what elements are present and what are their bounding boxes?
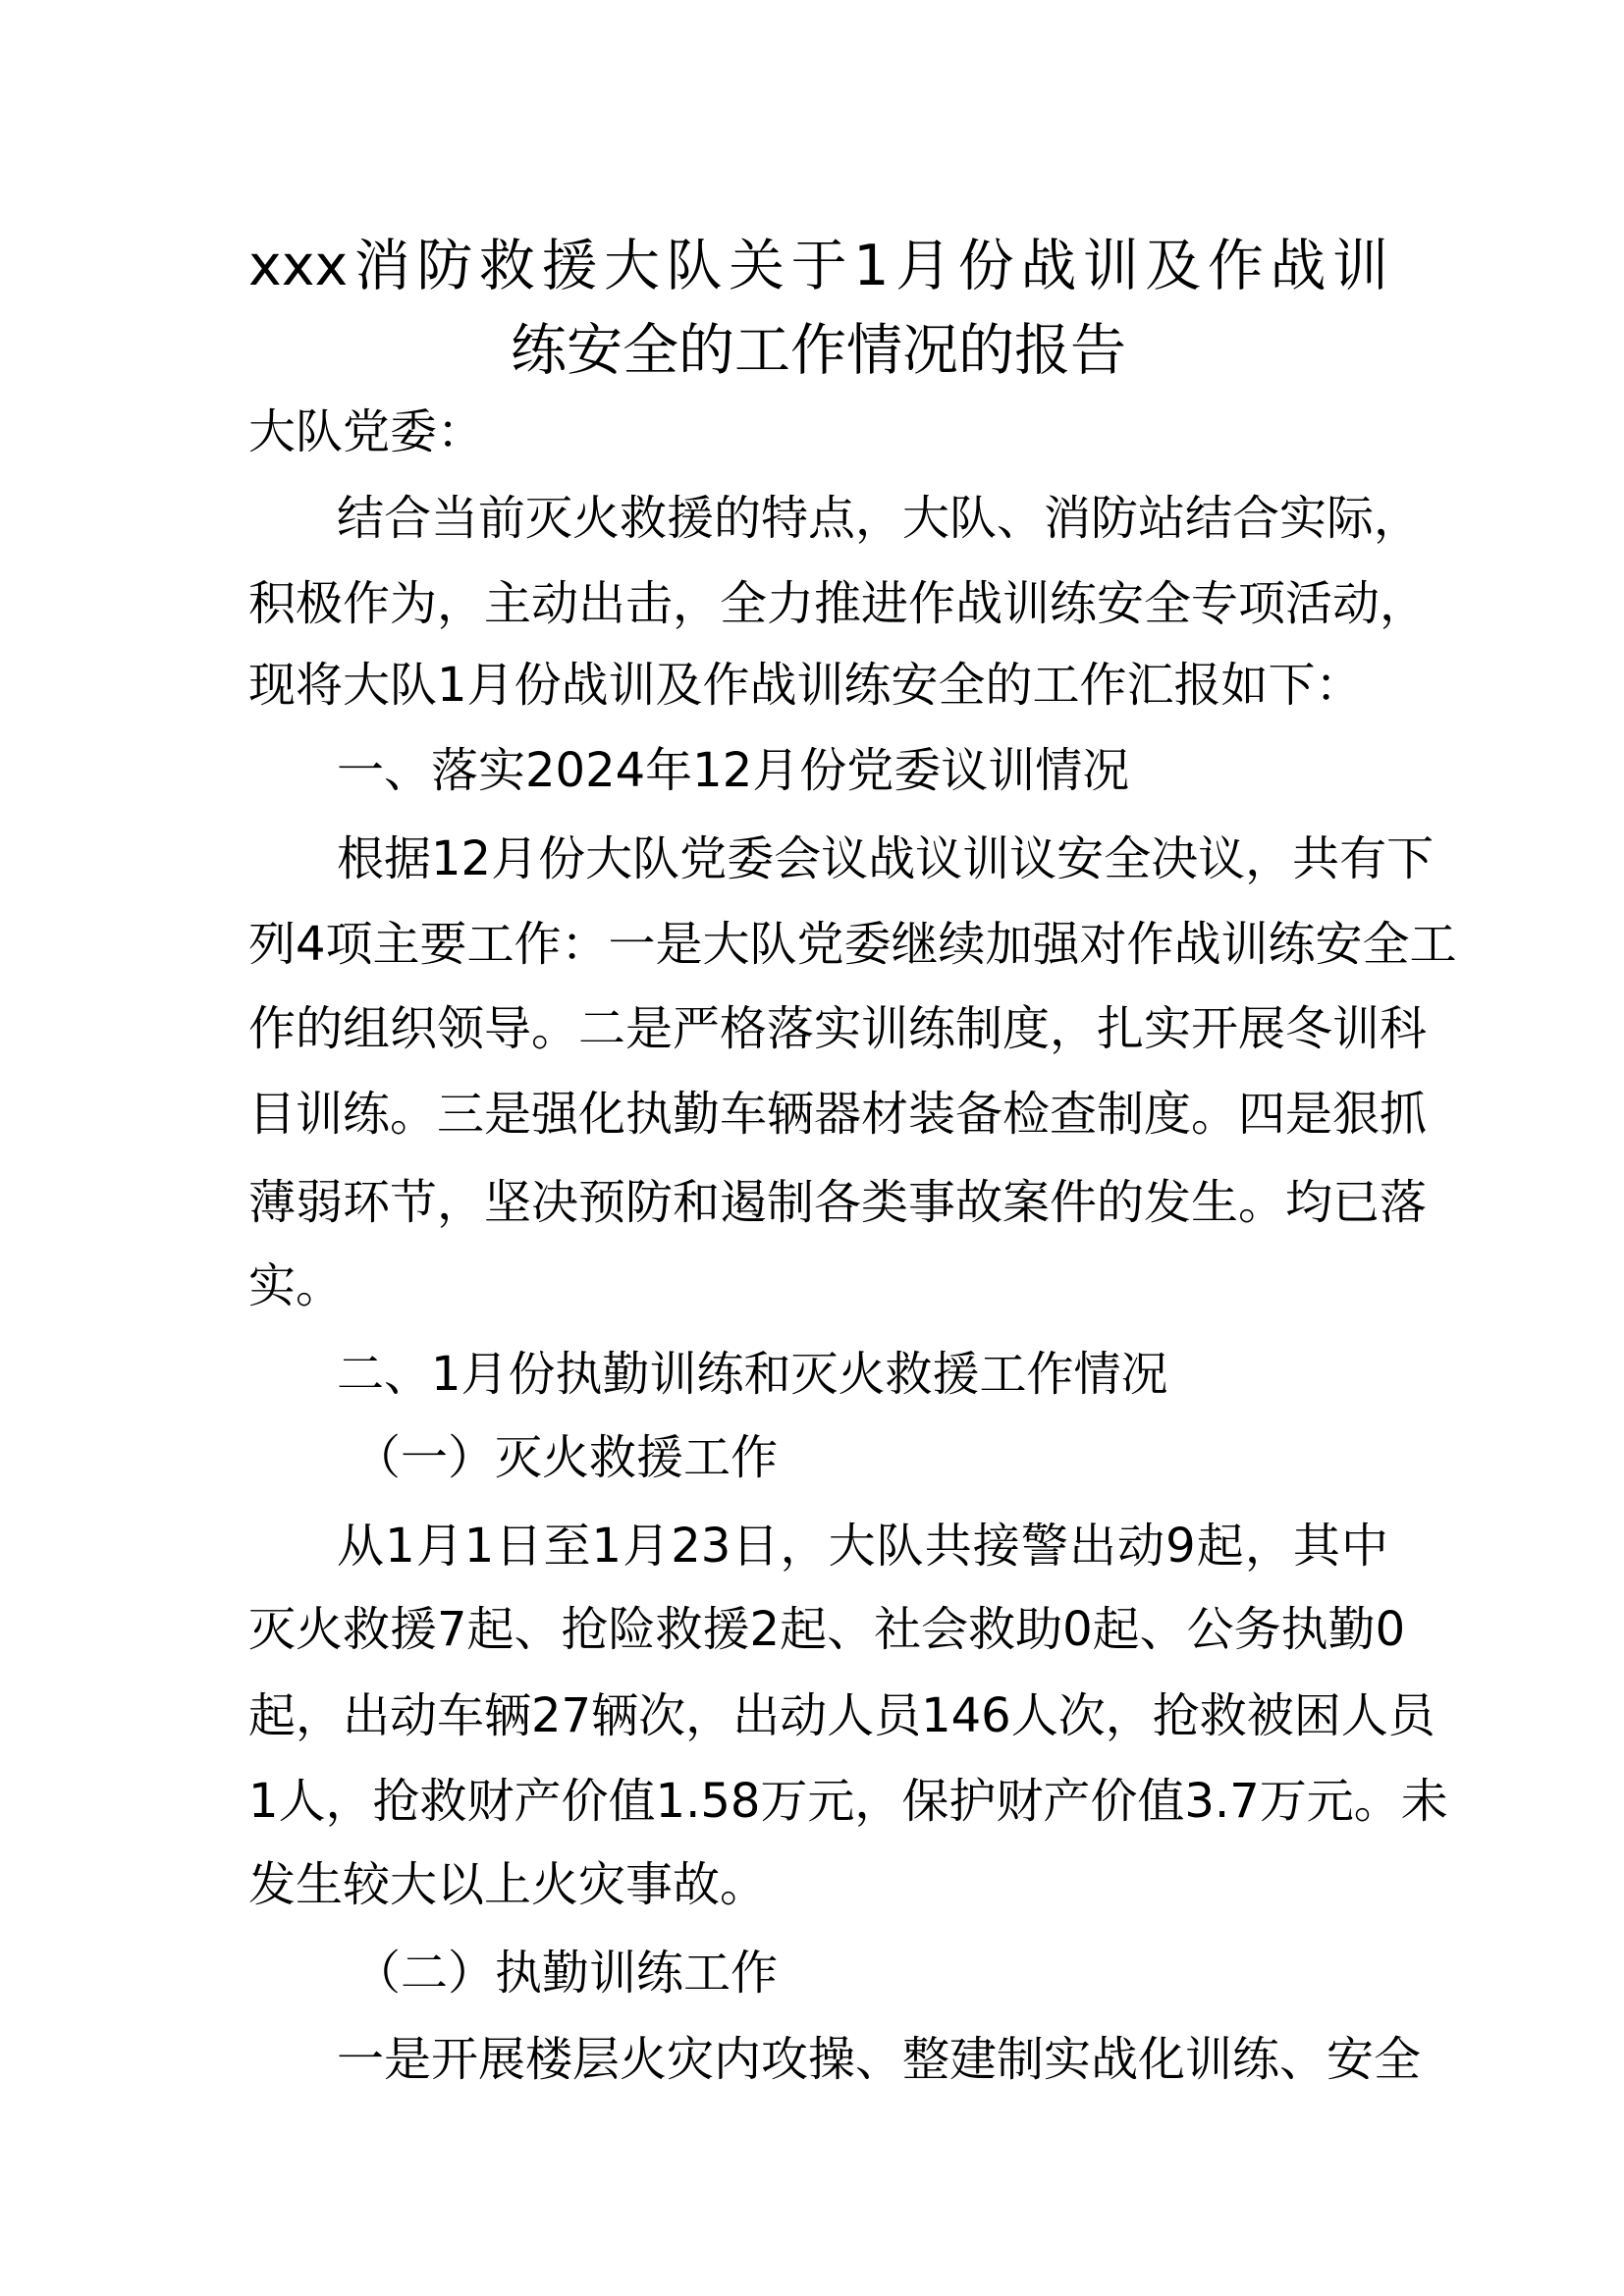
salutation: 大队党委： bbox=[248, 404, 485, 459]
document-title-line-2: 练安全的工作情况的报告 bbox=[511, 318, 1126, 383]
intro-line: 现将大队1月份战训及作战训练安全的工作汇报如下： bbox=[248, 658, 1363, 713]
subsection-2-heading: （二）执勤训练工作 bbox=[353, 1946, 779, 2001]
section-1-line: 实。 bbox=[248, 1258, 344, 1313]
subsection-1-heading: （一）灭火救援工作 bbox=[353, 1430, 779, 1485]
subsection-2-line: 一是开展楼层火灾内攻操、整建制实战化训练、安全 bbox=[337, 2032, 1422, 2087]
section-1-line: 薄弱环节，坚决预防和遏制各类事故案件的发生。均已落 bbox=[248, 1175, 1428, 1230]
section-1-heading: 一、落实2024年12月份党委议训情况 bbox=[337, 743, 1130, 798]
subsection-1-line: 灭火救援7起、抢险救援2起、社会救助0起、公务执勤0 bbox=[248, 1602, 1406, 1657]
section-1-line: 列4项主要工作：一是大队党委继续加强对作战训练安全工 bbox=[248, 917, 1457, 972]
intro-line: 结合当前灭火救援的特点，大队、消防站结合实际， bbox=[337, 491, 1422, 546]
intro-line: 积极作为，主动出击，全力推进作战训练安全专项活动， bbox=[248, 576, 1428, 631]
subsection-1-line: 1人，抢救财产价值1.58万元，保护财产价值3.7万元。未 bbox=[248, 1774, 1448, 1829]
document-title-line-1: xxx消防救援大队关于1月份战训及作战训 bbox=[248, 234, 1388, 298]
section-1-line: 根据12月份大队党委会议战议训议安全决议，共有下 bbox=[337, 831, 1435, 886]
section-1-line: 目训练。三是强化执勤车辆器材装备检查制度。四是狠抓 bbox=[248, 1087, 1428, 1142]
section-2-heading: 二、1月份执勤训练和灭火救援工作情况 bbox=[337, 1347, 1168, 1402]
subsection-1-line: 发生较大以上火灾事故。 bbox=[248, 1857, 768, 1912]
subsection-1-line: 从1月1日至1月23日，大队共接警出动9起，其中 bbox=[337, 1519, 1388, 1574]
subsection-1-line: 起，出动车辆27辆次，出动人员146人次，抢救被困人员 bbox=[248, 1688, 1435, 1743]
section-1-line: 作的组织领导。二是严格落实训练制度，扎实开展冬训科 bbox=[248, 1001, 1428, 1056]
